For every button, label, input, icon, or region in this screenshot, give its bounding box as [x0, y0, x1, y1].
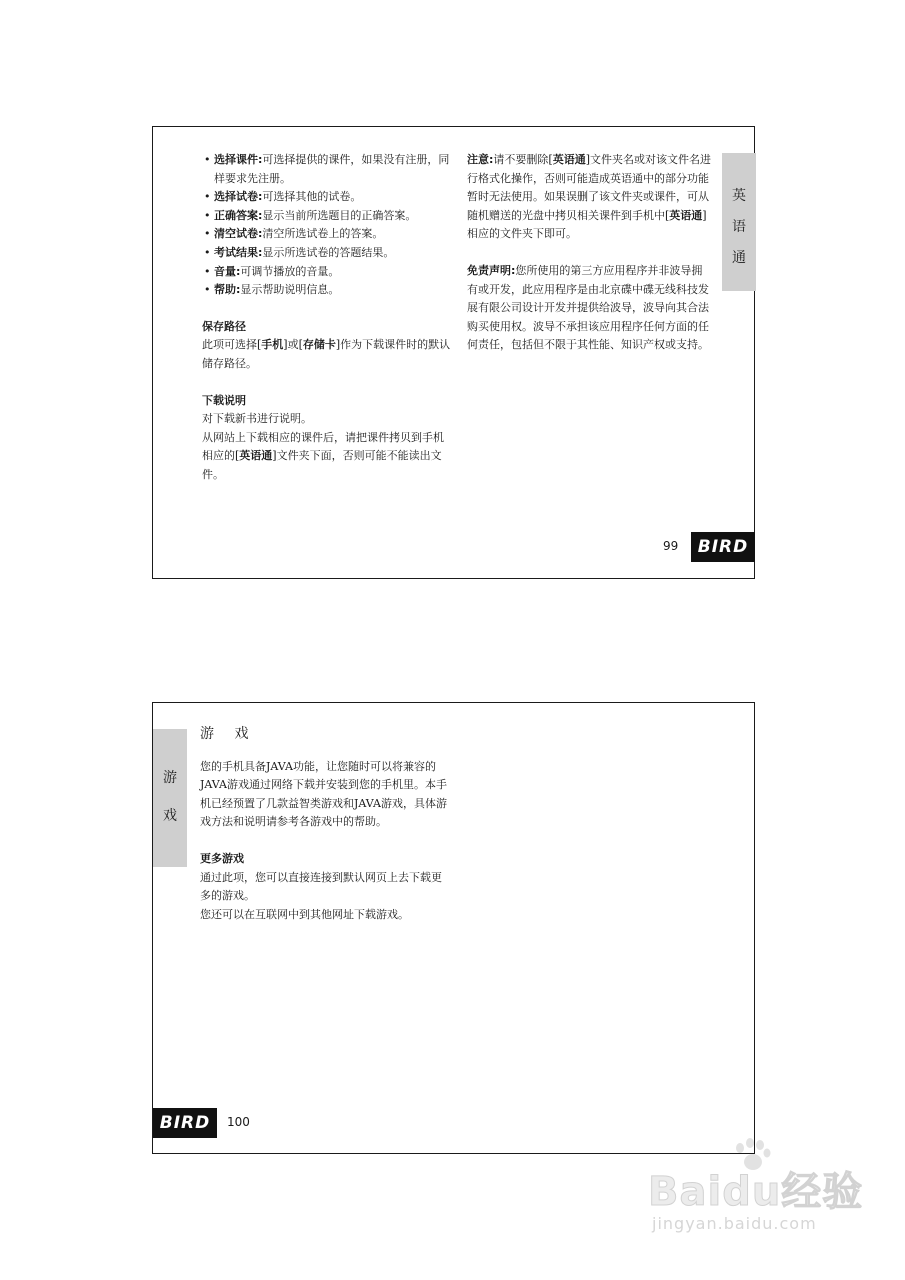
watermark-brand: Baidu经验 [648, 1169, 864, 1215]
feature-list [202, 151, 452, 300]
download-line1: 对下载新书进行说明。 [202, 412, 312, 426]
list-item: • 考试结果:显示所选试卷的答题结果。 [202, 244, 452, 263]
page-title: 游 戏 [200, 726, 257, 742]
side-tab-games [153, 729, 187, 867]
save-path-heading: 保存路径 [202, 319, 246, 333]
save-path-text: 此项可选择[手机]或[存储卡]作为下载课件时的默认储存路径。 [202, 338, 451, 370]
games-column [200, 725, 452, 924]
side-tab-english [722, 153, 756, 291]
more-games-line2: 您还可以在互联网中到其他网址下载游戏。 [200, 907, 409, 921]
watermark-url: jingyan.baidu.com [652, 1214, 817, 1233]
games-intro: 您的手机具备JAVA功能，让您随时可以将兼容的JAVA游戏通过网络下载并安装到您的手机里。本手机已经预置了几款益智类游戏和JAVA游戏，具体游戏方法和说明请参考各游戏中的帮助。 [200, 759, 447, 829]
bird-logo: BIRD [691, 532, 755, 562]
side-tab-char: 英 [732, 188, 746, 204]
list-item: • 帮助:显示帮助说明信息。 [202, 281, 452, 300]
list-item: • 音量:可调节播放的音量。 [202, 263, 452, 282]
download-text: 从网站上下载相应的课件后，请把课件拷贝到手机相应的[英语通]文件夹下面，否则可能不能读出文件。 [202, 430, 444, 481]
list-item: • 选择试卷:可选择其他的试卷。 [202, 188, 452, 207]
side-tab-char: 通 [732, 250, 746, 266]
page-number: 99 [663, 539, 679, 553]
list-item: • 正确答案:显示当前所选题目的正确答案。 [202, 207, 452, 226]
more-games-heading: 更多游戏 [200, 851, 244, 865]
more-games-line1: 通过此项，您可以直接连接到默认网页上去下载更多的游戏。 [200, 870, 442, 903]
right-column [467, 151, 712, 355]
list-item: • 清空试卷:清空所选试卷上的答案。 [202, 225, 452, 244]
side-tab-char: 戏 [163, 808, 177, 824]
notice-paragraph: 注意:请不要删除[英语通]文件夹名或对该文件名进行格式化操作，否则可能造成英语通中的部分功能暂时无法使用。如果误删了该文件夹或课件，可从随机赠送的光盘中拷贝相关课件到手机中[英语通]相应的文件夹下即可。 [467, 153, 711, 241]
bird-logo: BIRD [153, 1108, 217, 1138]
left-column [202, 151, 452, 485]
list-item: • 选择课件:可选择提供的课件，如果没有注册，同样要求先注册。 [202, 151, 452, 188]
download-heading: 下载说明 [202, 393, 246, 407]
page-number: 100 [227, 1115, 250, 1129]
manual-page-99 [152, 126, 755, 579]
manual-page-100 [152, 702, 755, 1154]
baidu-watermark [640, 1138, 870, 1248]
side-tab-char: 语 [732, 219, 746, 235]
side-tab-char: 游 [163, 770, 177, 786]
disclaimer-paragraph: 免责声明:您所使用的第三方应用程序并非波导拥有或开发，此应用程序是由北京碟中碟无线科技发展有限公司设计开发并提供给波导，波导向其合法购买使用权。波导不承担该应用程序任何方面的任何责任，包括但不限于其性能、知识产权或支持。 [467, 263, 709, 352]
